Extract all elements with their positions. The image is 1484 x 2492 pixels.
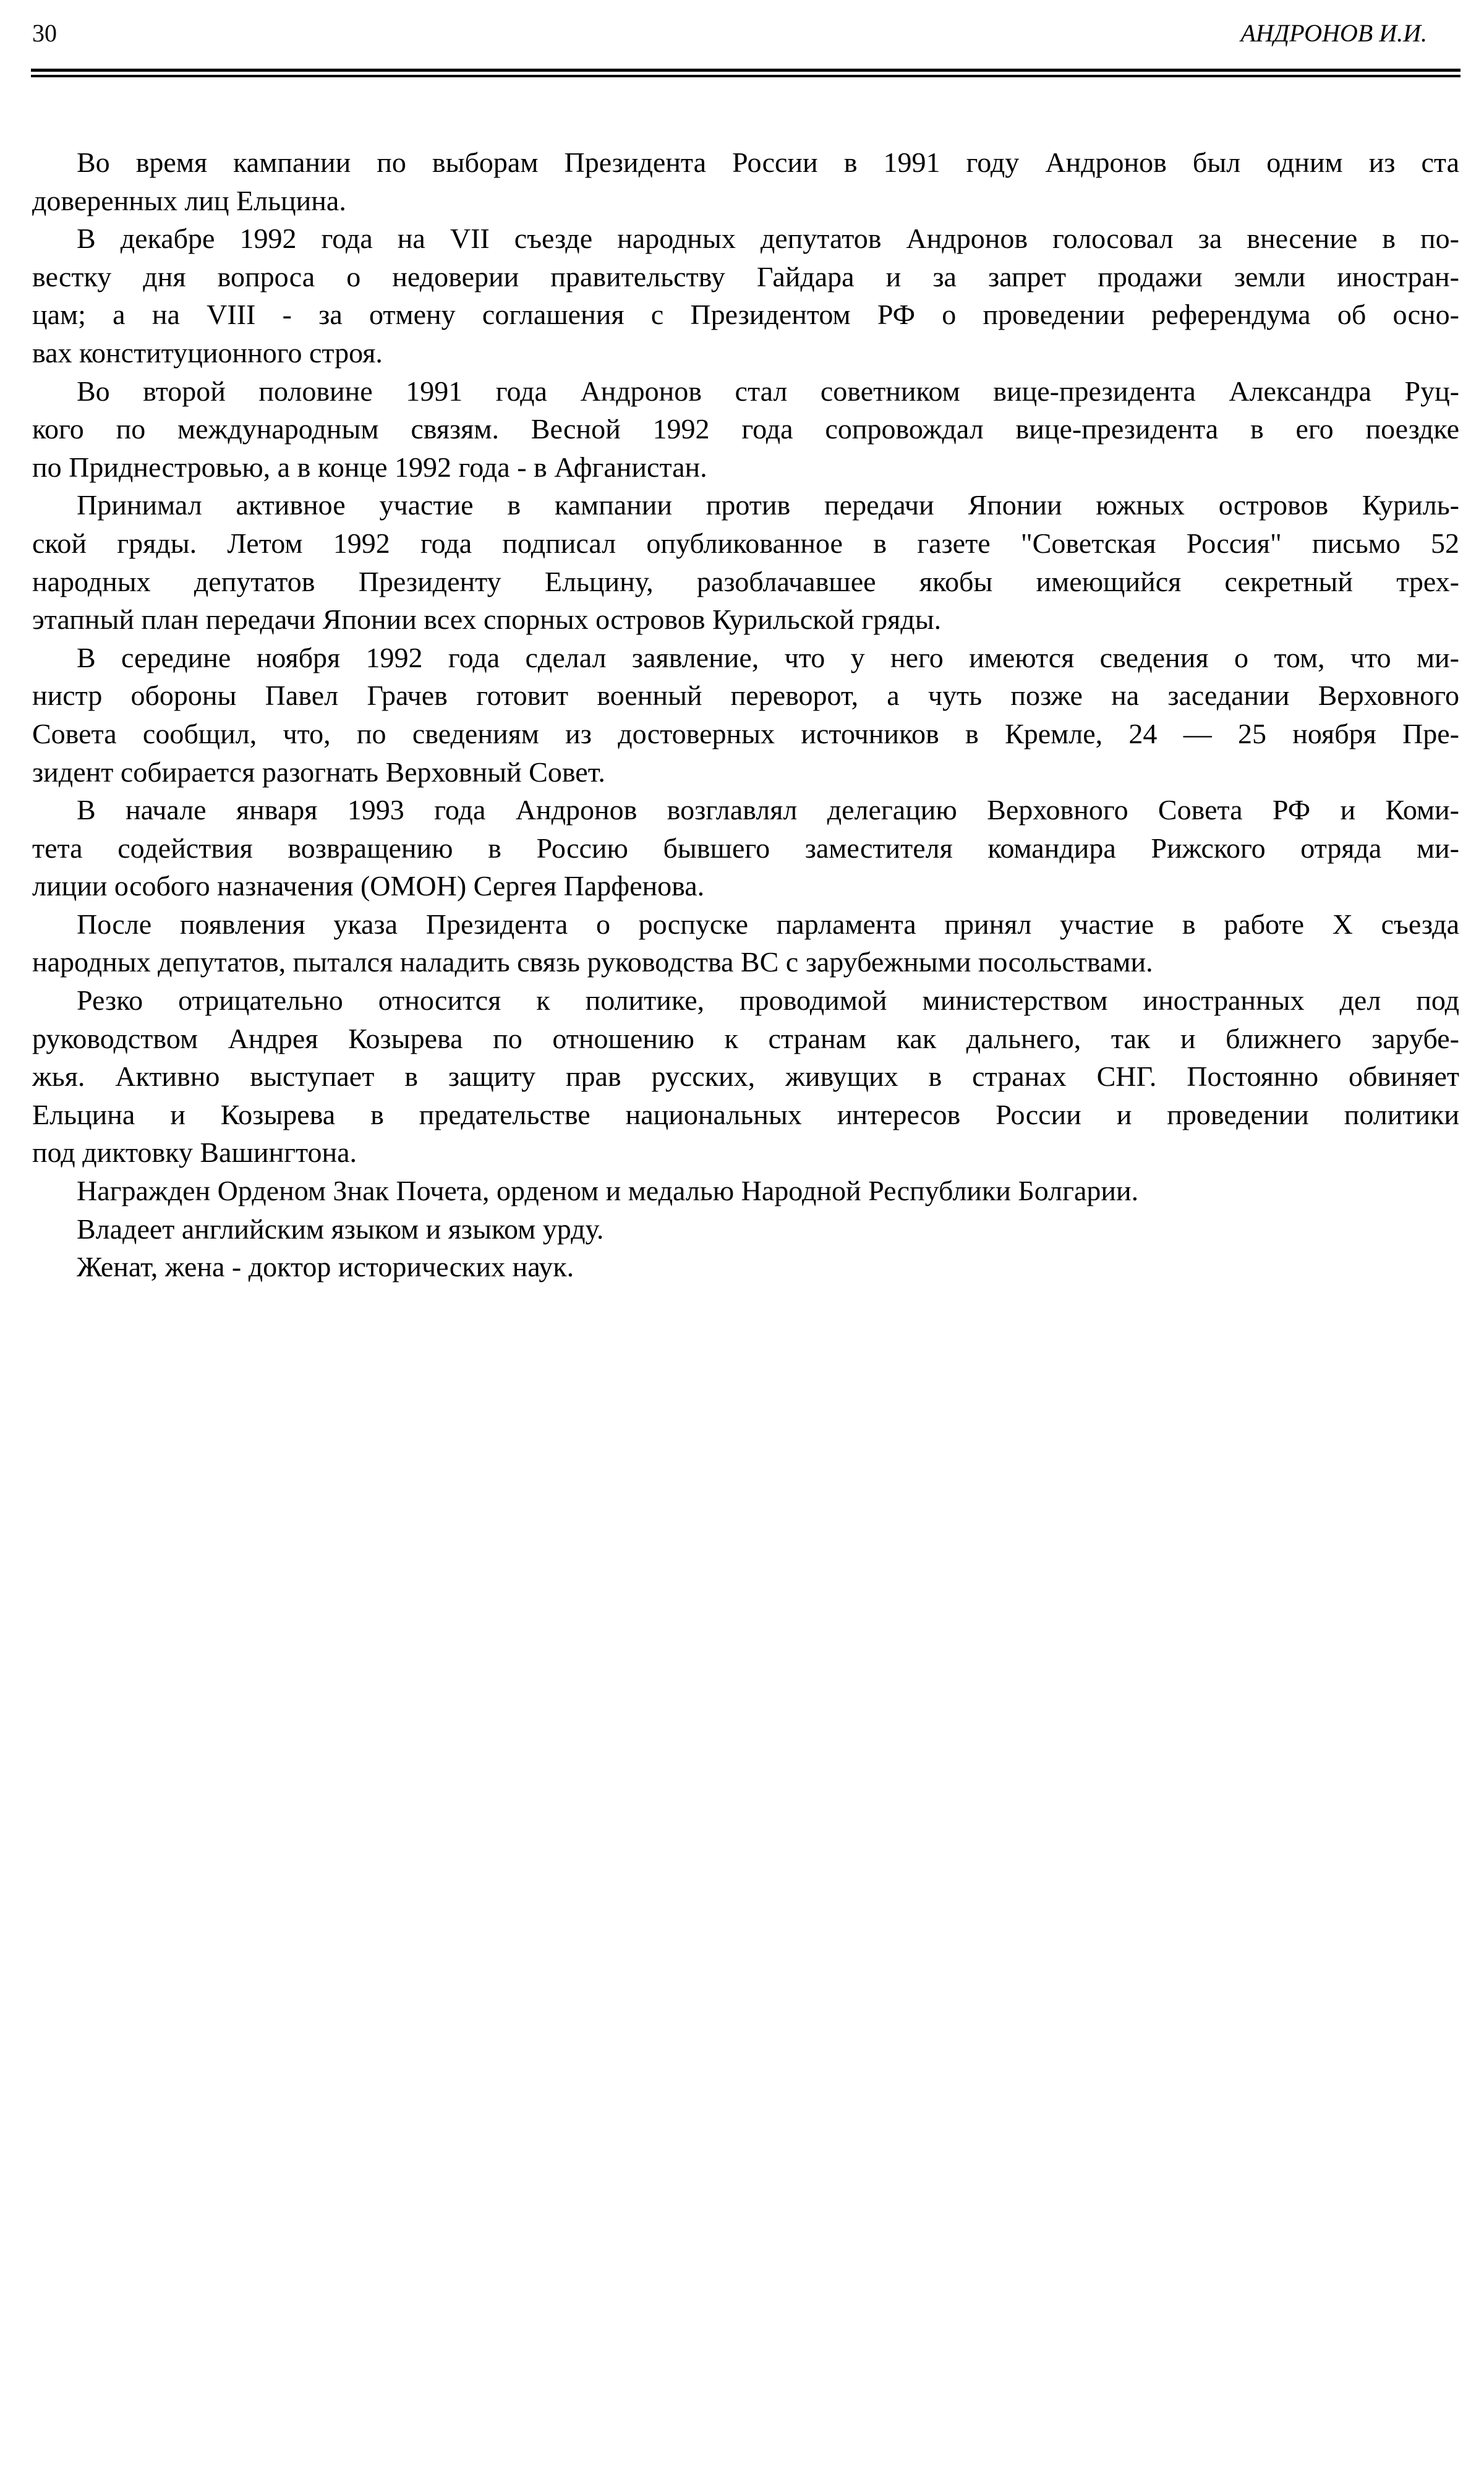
text-line: цам; а на VIII - за отмену соглашения с Президентом РФ о проведении референдума об осно-: [32, 299, 1459, 331]
paragraph: [32, 791, 1459, 905]
paragraph: [32, 639, 1459, 791]
text-line: Награжден Орденом Знак Почета, орденом и медалью Народной Республики Болгарии.: [77, 1175, 1139, 1207]
text-line: В декабре 1992 года на VII съезде народных депутатов Андронов голосовал за внесение в по-: [77, 223, 1459, 255]
header-rule-thick: [31, 69, 1461, 72]
text-line: Принимал активное участие в кампании против передачи Японии южных островов Куриль-: [77, 489, 1459, 521]
text-line: Во время кампании по выборам Президента России в 1991 году Андронов был одним из ста: [77, 147, 1459, 178]
text-line: народных депутатов, пытался наладить связь руководства ВС с зарубежными посольствами.: [32, 946, 1153, 978]
text-line: по Приднестровью, а в конце 1992 года - в Афганистан.: [32, 451, 707, 483]
text-line: ской гряды. Летом 1992 года подписал опубликованное в газете "Советская Россия" письмо 52: [32, 527, 1459, 559]
text-line: нистр обороны Павел Грачев готовит военный переворот, а чуть позже на заседании Верховного: [32, 680, 1459, 712]
text-line: под диктовку Вашингтона.: [32, 1137, 357, 1169]
text-line: вестку дня вопроса о недоверии правительству Гайдара и за запрет продажи земли иностран-: [32, 260, 1459, 292]
text-line: Во второй половине 1991 года Андронов стал советником вице-президента Александра Руц-: [77, 375, 1459, 407]
text-line: Совета сообщил, что, по сведениям из достоверных источников в Кремле, 24 — 25 ноября Пре-: [32, 717, 1459, 749]
text-line: лиции особого назначения (ОМОН) Сергея Парфенова.: [32, 870, 705, 902]
paragraph: [32, 143, 1459, 220]
text-line: жья. Активно выступает в защиту прав русских, живущих в странах СНГ. Постоянно обвиняет: [32, 1060, 1459, 1093]
text-line: тета содействия возвращению в Россию бывшего заместителя командира Рижского отряда ми-: [32, 832, 1459, 864]
text-line: кого по международным связям. Весной 1992 года сопровождал вице-президента в его поездке: [32, 413, 1459, 445]
text-line: Резко отрицательно относится к политике, проводимой министерством иностранных дел под: [77, 984, 1459, 1017]
text-line: руководством Андрея Козырева по отношению к странам как дальнего, так и ближнего зарубе-: [32, 1022, 1459, 1054]
text-line: вах конституционного строя.: [32, 336, 383, 369]
paragraph: [32, 1248, 1459, 1286]
text-line: народных депутатов Президенту Ельцину, разоблачавшее якобы имеющийся секретный трех-: [32, 565, 1459, 597]
text-line: Владеет английским языком и языком урду.: [77, 1213, 604, 1245]
running-title: АНДРОНОВ И.И.: [1240, 19, 1427, 47]
paragraph: [32, 905, 1459, 981]
text-line: этапный план передачи Японии всех спорных островов Курильской гряды.: [32, 604, 942, 636]
page-number: 30: [32, 19, 57, 47]
text-line: доверенных лиц Ельцина.: [32, 184, 346, 216]
text-line: После появления указа Президента о роспуске парламента принял участие в работе X съезда: [77, 908, 1459, 940]
text-line: Женат, жена - доктор исторических наук.: [77, 1251, 574, 1283]
paragraph: [32, 372, 1459, 487]
text-line: зидент собирается разогнать Верховный Совет.: [32, 756, 605, 788]
paragraph: [32, 220, 1459, 372]
header-rule-thin: [31, 75, 1461, 77]
paragraph: [32, 1172, 1459, 1210]
text-line: В середине ноября 1992 года сделал заявление, что у него имеются сведения о том, что ми-: [77, 641, 1459, 673]
paragraph: [32, 1210, 1459, 1248]
document-body: [32, 143, 1459, 1286]
paragraph: [32, 486, 1459, 638]
text-line: В начале января 1993 года Андронов возглавлял делегацию Верховного Совета РФ и Коми-: [77, 794, 1459, 826]
text-line: Ельцина и Козырева в предательстве национальных интересов России и проведении политики: [32, 1098, 1459, 1130]
paragraph: [32, 981, 1459, 1172]
